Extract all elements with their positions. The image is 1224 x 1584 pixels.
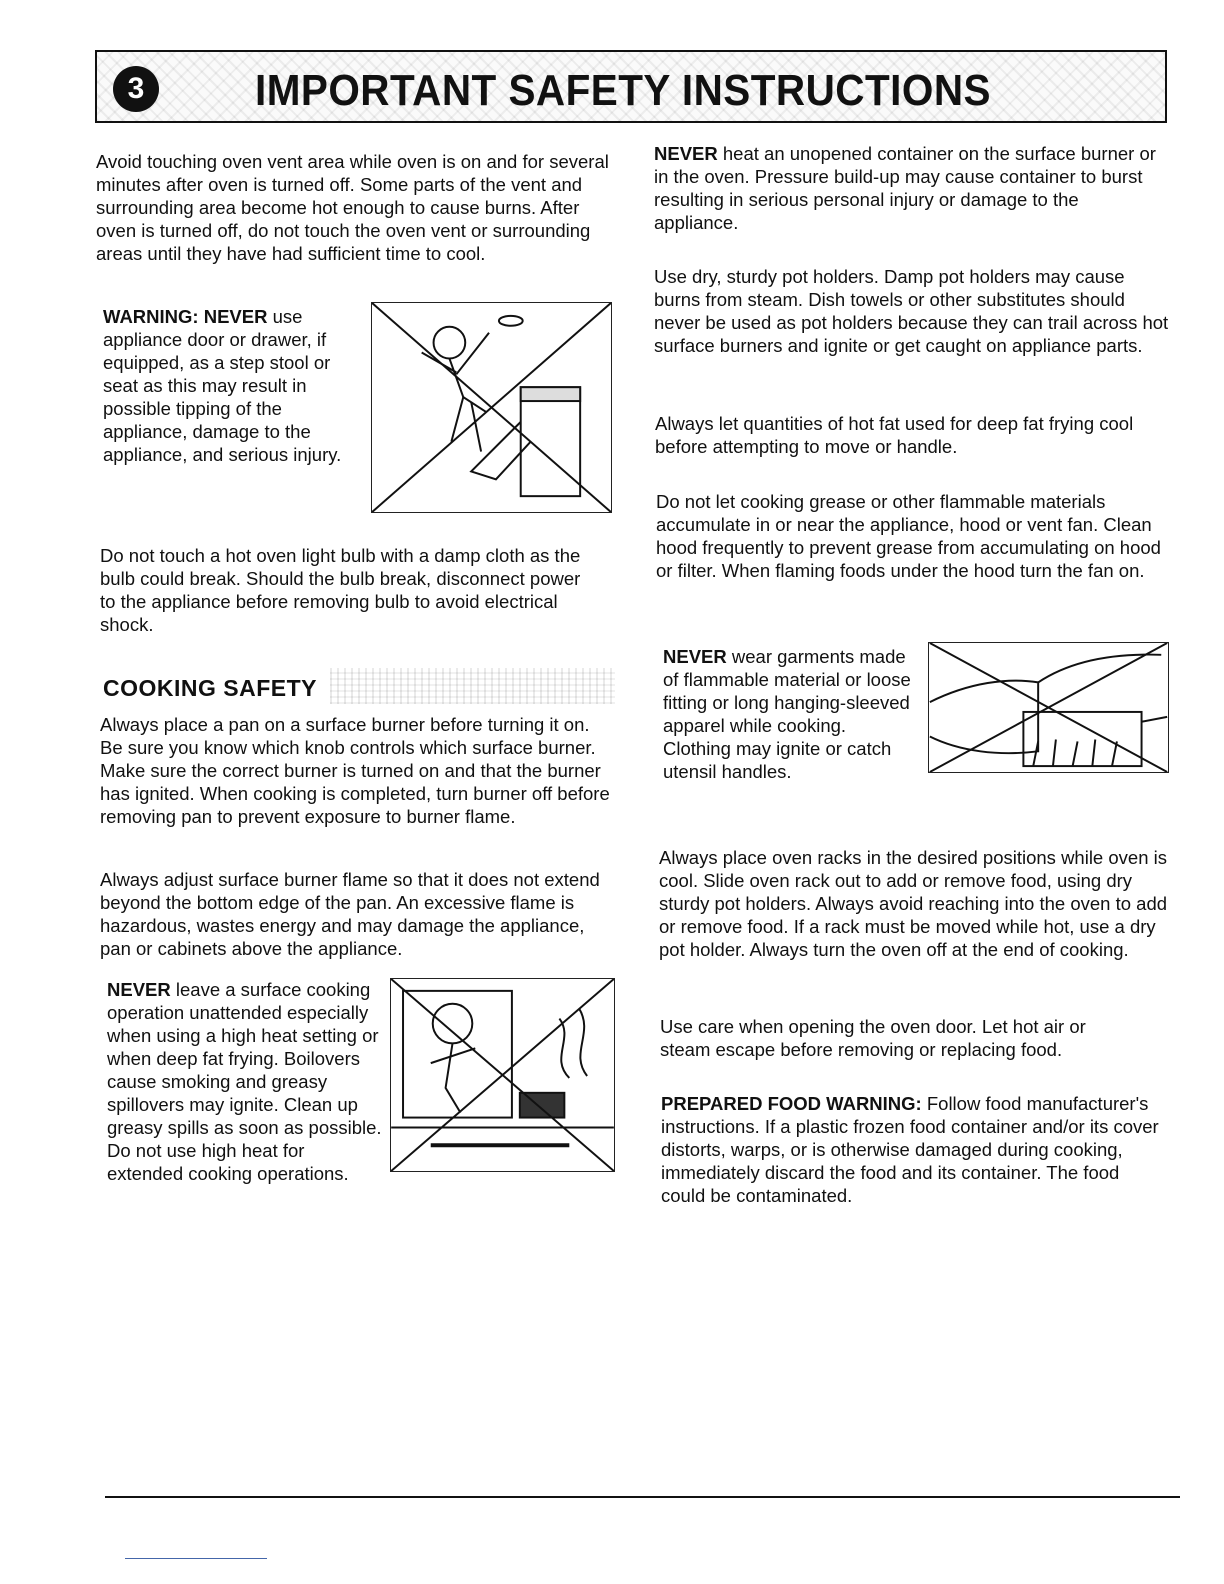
- pan-shape: [1023, 712, 1141, 766]
- garments-illustration: [928, 642, 1169, 773]
- unattended-illustration: [390, 978, 615, 1172]
- garments-drawing: [929, 643, 1168, 772]
- badge-number: 3: [127, 72, 145, 105]
- door-paragraph: Use care when opening the oven door. Let hot air or steam escape before removing or replacing food.: [660, 1016, 1086, 1060]
- unattended-drawing: [391, 979, 614, 1171]
- container-warning: [654, 142, 1164, 234]
- unattended-text: leave a surface cooking operation unattended especially when using a high heat setting or when deep fat frying. Boilovers cause smoking and greasy spillovers may ignite. Clean up greasy spills as soon as possible. Do not use high heat for extended cooking operations.: [107, 979, 382, 1184]
- grease-paragraph: Do not let cooking grease or other flammable materials accumulate in or near the appliance, hood or vent fan. Clean hood frequently to prevent grease from accumulating on hood or filter. When flaming foods under the hood turn the fan on.: [656, 491, 1161, 581]
- garments-text: wear garments made of flammable material or loose fitting or long hanging-sleeved apparel while cooking. Clothing may ignite or catch utensil handles.: [663, 646, 911, 782]
- vent-paragraph: Avoid touching oven vent area while oven is on and for several minutes after oven is turned off. Some parts of the vent and surrounding area become hot enough to cause burns. After oven is turned off, do not touch the oven vent or surrounding areas until they have had sufficient time to cool.: [96, 151, 609, 264]
- container-label: NEVER: [654, 143, 718, 164]
- garments-warning: [663, 645, 918, 783]
- prepared-food-warning: [661, 1092, 1166, 1207]
- footer-rule: [105, 1496, 1180, 1498]
- pan-paragraph: Always place a pan on a surface burner before turning it on. Be sure you know which knob controls which surface burner. Make sure the correct burner is turned on and that the burner has ignited. When cooking is completed, turn burner off before removing pan to prevent exposure to burner flame.: [100, 714, 610, 827]
- racks-paragraph: Always place oven racks in the desired positions while oven is cool. Slide oven rack out to add or remove food, using dry sturdy pot holders. Always avoid reaching into the oven to add or remove food. If a rack must be moved while hot, use a dry pot holder. Always turn the oven off at the end of cooking.: [659, 847, 1168, 960]
- prepared-text: Follow food manufacturer's instructions. If a plastic frozen food container and/or its cover distorts, warps, or is otherwise damaged during cooking, immediately discard the food and its container. The food could be contaminated.: [661, 1093, 1159, 1206]
- step-stool-drawing: [372, 303, 611, 512]
- potholder-paragraph: Use dry, sturdy pot holders. Damp pot holders may cause burns from steam. Dish towels or other substitutes should never be used as pot holders because they can trail across hot surface burners and ignite or get caught on appliance parts.: [654, 266, 1169, 356]
- unattended-warning: [107, 978, 382, 1185]
- container-text: heat an unopened container on the surface burner or in the oven. Pressure build-up may cause container to burst resulting in serious personal injury or damage to the appliance.: [654, 143, 1156, 233]
- flame-paragraph: Always adjust surface burner flame so that it does not extend beyond the bottom edge of the pan. An excessive flame is hazardous, wastes energy and may damage the appliance, pan or cabinets above the appliance.: [100, 869, 600, 959]
- page-title: IMPORTANT SAFETY INSTRUCTIONS: [255, 66, 991, 115]
- step-stool-warning: [103, 305, 358, 466]
- heading-stipple: [330, 668, 615, 704]
- warning-label: WARNING: NEVER: [103, 306, 268, 327]
- garments-label: NEVER: [663, 646, 727, 667]
- step-stool-illustration: [371, 302, 612, 513]
- person-head-shape: [433, 1004, 473, 1044]
- cooking-safety-heading: COOKING SAFETY: [103, 675, 318, 701]
- prepared-label: PREPARED FOOD WARNING:: [661, 1093, 922, 1114]
- section-number-badge: [113, 66, 159, 112]
- child-head-shape: [434, 327, 466, 359]
- unattended-label: NEVER: [107, 979, 171, 1000]
- fat-paragraph: Always let quantities of hot fat used for deep fat frying cool before attempting to move or handle.: [655, 413, 1134, 457]
- footer-mark: [125, 1558, 267, 1559]
- warning-text: use appliance door or drawer, if equipped, as a step stool or seat as this may result in possible tipping of the appliance, damage to the appliance, and serious injury.: [103, 306, 342, 465]
- bulb-paragraph: Do not touch a hot oven light bulb with a damp cloth as the bulb could break. Should the bulb break, disconnect power to the appliance before removing bulb to avoid electrical shock.: [100, 545, 581, 635]
